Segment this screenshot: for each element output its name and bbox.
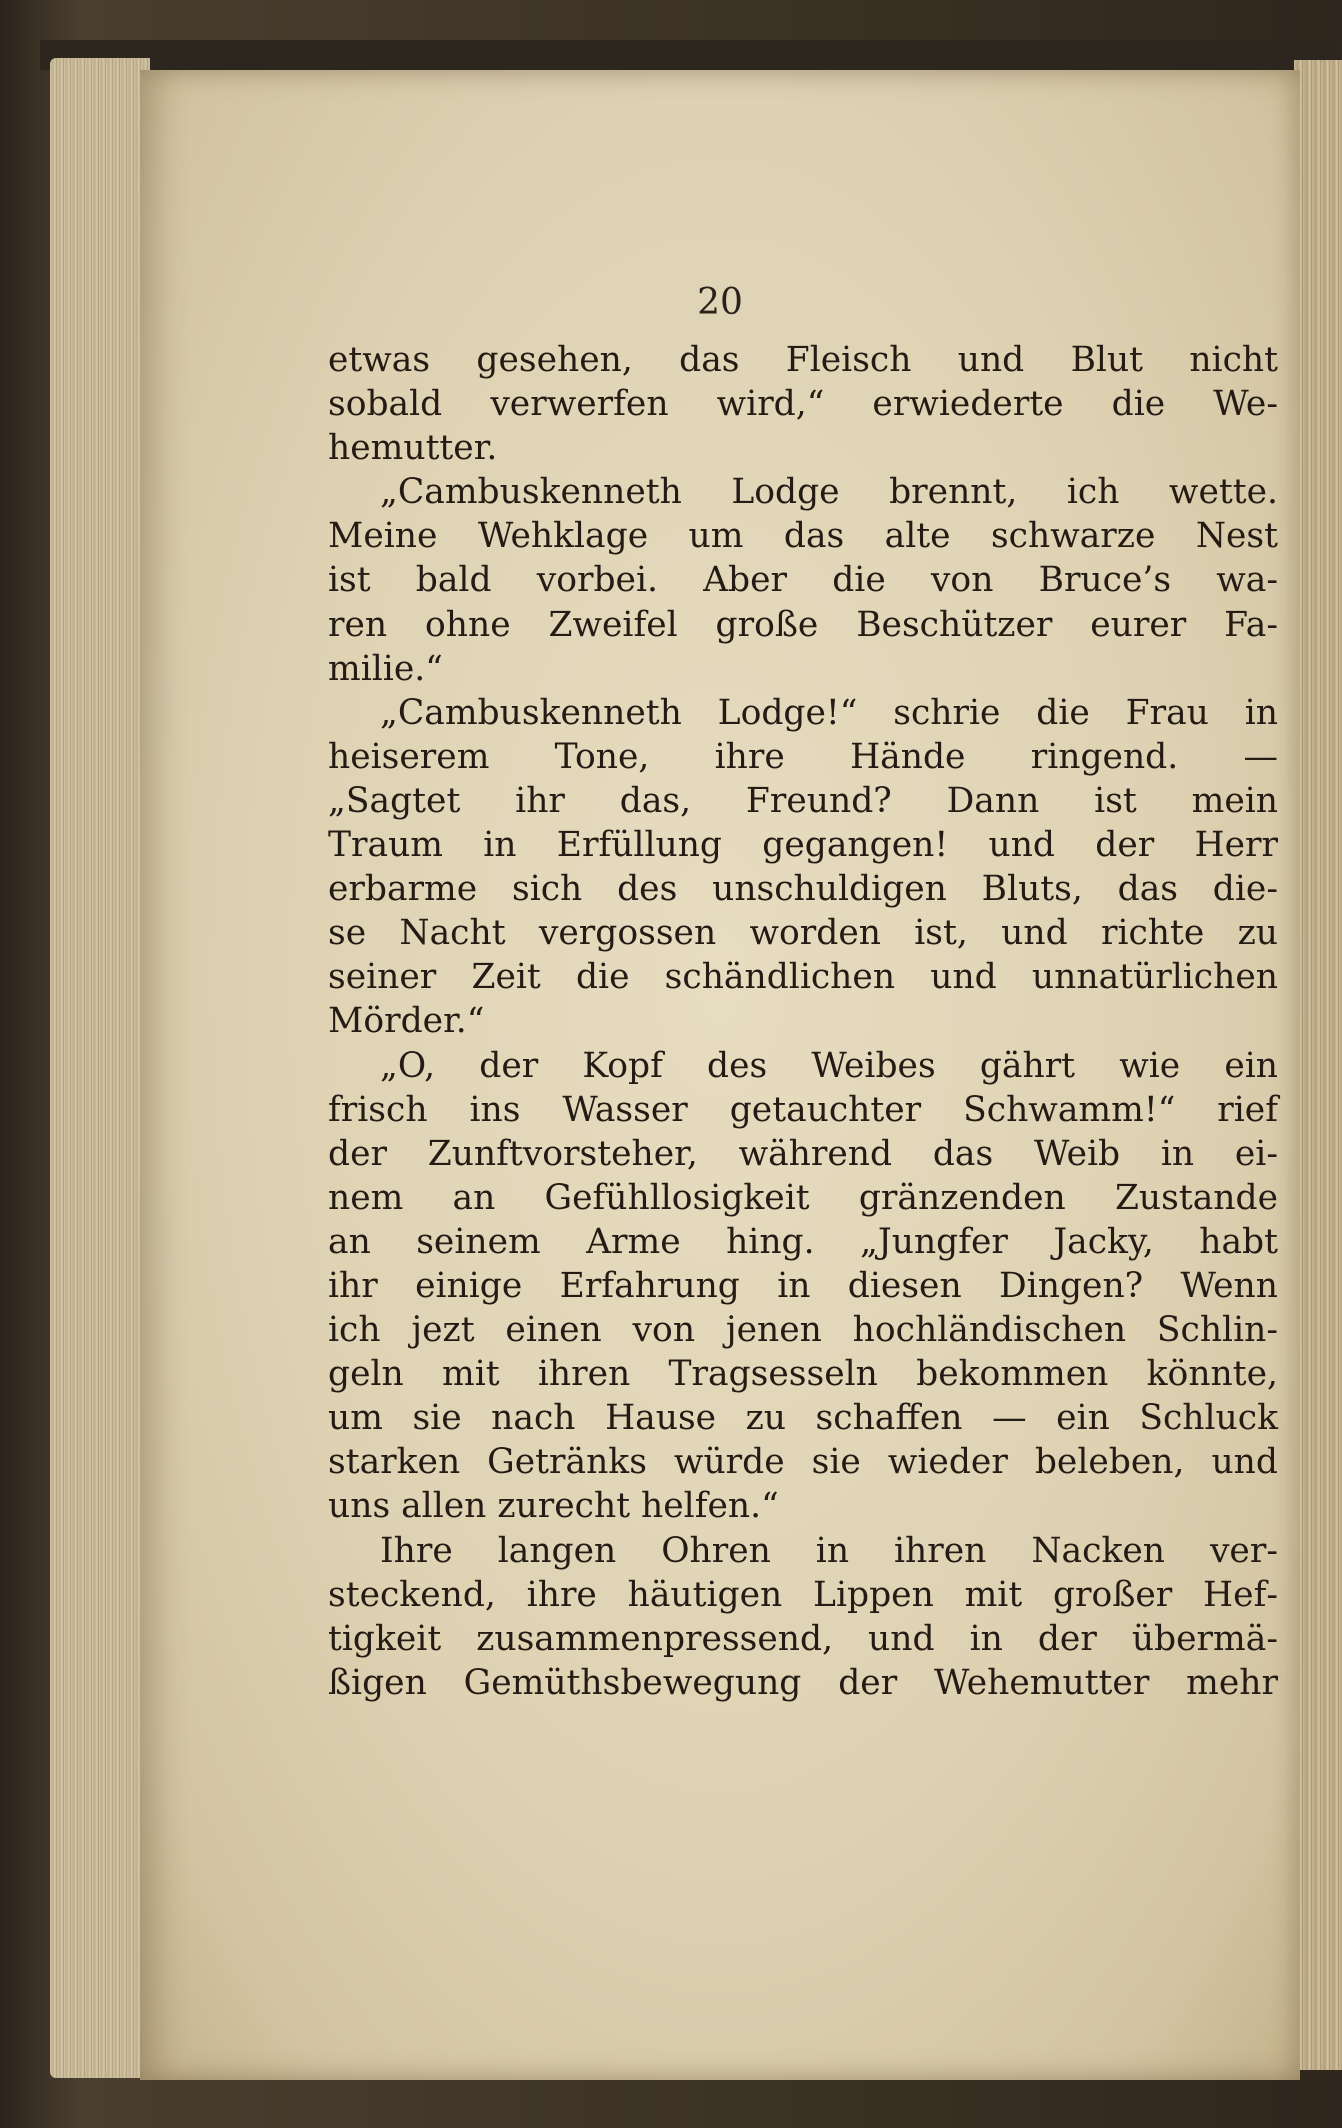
text-line: hemutter. <box>328 428 498 469</box>
text-line: nem an Gefühllosigkeit gränzenden Zustande <box>328 1177 1278 1218</box>
text-line: frisch ins Wasser getauchter Schwamm!“ rief <box>328 1089 1278 1130</box>
text-line: ren ohne Zweifel große Beschützer eurer Fa‑ <box>328 604 1278 645</box>
right-page-edges <box>1294 60 1342 2070</box>
text-line: „Cambuskenneth Lodge brennt, ich wette. <box>380 472 1278 513</box>
text-line: erbarme sich des unschuldigen Bluts, das die‑ <box>328 869 1278 910</box>
text-line: seiner Zeit die schändlichen und unnatürlichen <box>328 957 1278 998</box>
text-line: „Cambuskenneth Lodge!“ schrie die Frau in <box>380 692 1278 733</box>
text-line: sobald verwerfen wird,“ erwiederte die We‑ <box>328 384 1278 425</box>
text-line: ßigen Gemüthsbewegung der Wehemutter mehr <box>328 1662 1278 1703</box>
text-line: Mörder.“ <box>328 1001 485 1042</box>
body-text <box>328 338 1278 1705</box>
left-page-edges <box>50 58 150 2078</box>
text-line: starken Getränks würde sie wieder beleben, und <box>328 1442 1278 1483</box>
book-cover-edge <box>40 40 1340 70</box>
text-line: Meine Wehklage um das alte schwarze Nest <box>328 516 1278 557</box>
text-line: um sie nach Hause zu schaffen — ein Schluck <box>328 1398 1278 1439</box>
page-number: 20 <box>697 282 743 323</box>
text-line: geln mit ihren Tragsesseln bekommen könnte, <box>328 1354 1278 1395</box>
book-page <box>140 70 1300 2080</box>
text-line: ich jezt einen von jenen hochländischen Schlin‑ <box>328 1310 1278 1351</box>
text-line: ist bald vorbei. Aber die von Bruce’s wa‑ <box>328 560 1278 601</box>
text-line: „Sagtet ihr das, Freund? Dann ist mein <box>328 780 1278 821</box>
text-line: an seinem Arme hing. „Jungfer Jacky, habt <box>328 1221 1278 1262</box>
text-line: steckend, ihre häutigen Lippen mit großer Hef‑ <box>328 1574 1278 1615</box>
text-line: Traum in Erfüllung gegangen! und der Herr <box>328 825 1278 866</box>
text-line: se Nacht vergossen worden ist, und richte zu <box>328 913 1278 954</box>
text-line: tigkeit zusammenpressend, und in der übermä‑ <box>328 1618 1278 1659</box>
text-line: ihr einige Erfahrung in diesen Dingen? Wenn <box>328 1265 1278 1306</box>
text-line: etwas gesehen, das Fleisch und Blut nicht <box>328 340 1278 380</box>
text-line: Ihre langen Ohren in ihren Nacken ver‑ <box>380 1530 1278 1571</box>
text-line: heiserem Tone, ihre Hände ringend. — <box>328 736 1278 777</box>
text-line: milie.“ <box>328 648 443 689</box>
text-line: der Zunftvorsteher, während das Weib in ei‑ <box>328 1133 1278 1174</box>
text-line: „O, der Kopf des Weibes gährt wie ein <box>380 1045 1278 1086</box>
text-line: uns allen zurecht helfen.“ <box>328 1486 779 1527</box>
